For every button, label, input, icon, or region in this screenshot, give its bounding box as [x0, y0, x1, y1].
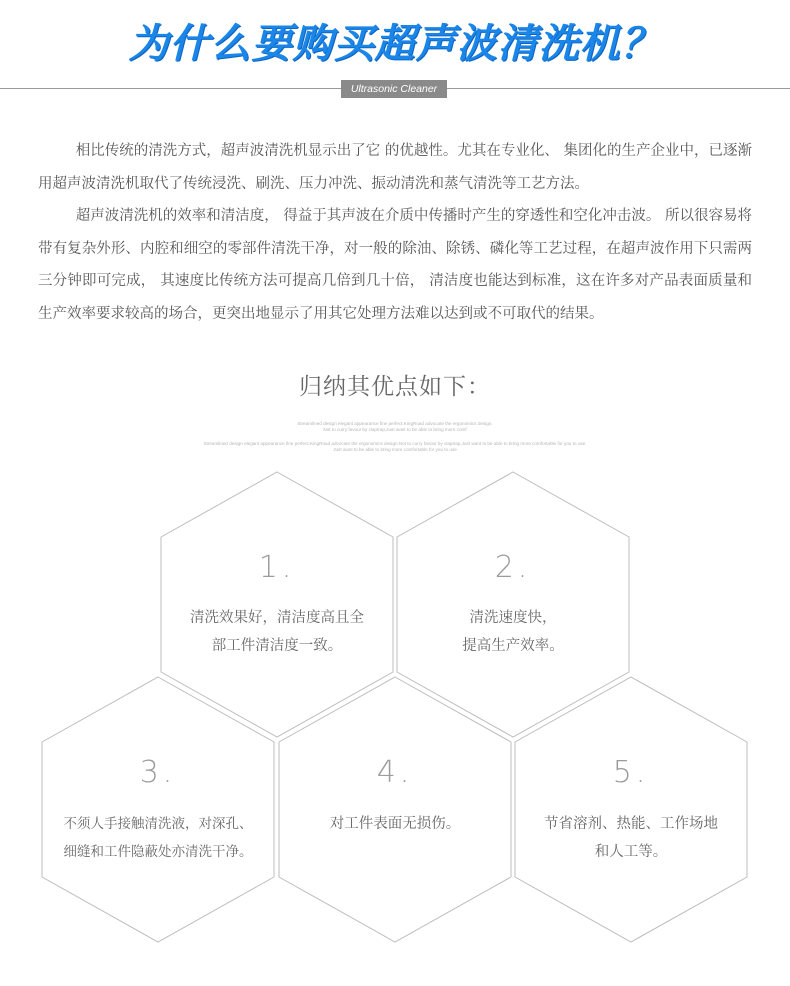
- intro-paragraph-1: 相比传统的清洗方式，超声波清洗机显示出了它 的优越性。尤其在专业化、 集团化的生产企业中，已逐渐用超声波清洗机取代了传统浸洗、刷洗、压力冲洗、振动清洗和蒸气清洗等工艺方法。: [38, 143, 752, 192]
- advantage-4-number: 4.: [376, 755, 414, 790]
- advantage-2-text: 清洗速度快， 提高生产效率。: [462, 610, 564, 654]
- decorative-fine-print-1: Streamlined design elegant appearance fine perfect.KingRoad advocate the ergonomics design. Not to curry favour by claptrap,Just want to be able to bring more comf: [297, 421, 493, 432]
- advantage-5-number: 5.: [612, 755, 650, 790]
- decorative-fine-print-2: Streamlined design elegant appearance fine perfect.KingRoad advocate the ergonomics design.Not to curry favour by claptrap,Just want to be able to bring more comfortable for you to use. Just want to be able to bring more comfortable for you to use: [203, 441, 587, 452]
- section-badge: Ultrasonic Cleaner: [341, 80, 447, 98]
- advantages-heading: 归纳其优点如下：: [299, 374, 491, 400]
- advantage-2-number: 2.: [494, 550, 532, 585]
- page-title: 为什么要购买超声波清洗机？: [128, 21, 662, 67]
- advantage-3-text: 不须人手接触清洗液，对深孔、 细缝和工件隐蔽处亦清洗干净。: [63, 816, 253, 860]
- advantage-1-text: 清洗效果好，清洁度高且全 部工件清洁度一致。: [190, 610, 364, 654]
- advantage-5-text: 节省溶剂、热能、工作场地 和人工等。: [544, 816, 718, 860]
- intro-paragraph-2: 超声波清洗机的效率和清洁度， 得益于其声波在介质中传播时产生的穿透性和空化冲击波。 所以很容易将带有复杂外形、内腔和细空的零部件清洗干净，对一般的除油、除锈、磷化等工艺过程，在超声波作用下只需两三分钟即可完成， 其速度比传统方法可提高几倍到几十倍， 清洁度也能达到标准，这在许多对产品表面质量和生产效率要求较高的场合，更突出地显示了用其它处理方法难以达到或不可取代的结果。: [38, 208, 752, 322]
- advantage-1-number: 1.: [258, 550, 296, 585]
- advantage-3-number: 3.: [139, 755, 177, 790]
- advantage-4-text: 对工件表面无损伤。: [329, 816, 461, 832]
